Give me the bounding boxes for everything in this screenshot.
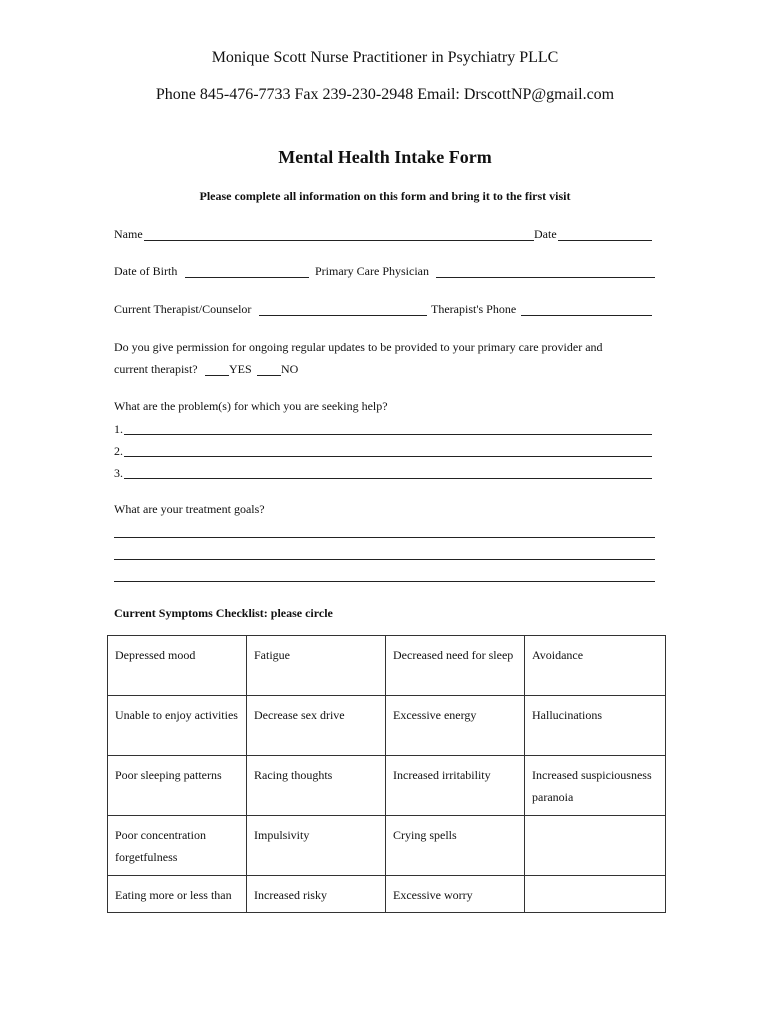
goals-field-1[interactable] [114,537,655,538]
goals-field-2[interactable] [114,559,655,560]
symptom-cell[interactable]: Increased risky [247,876,386,913]
symptom-cell[interactable]: Depressed mood [108,636,247,696]
symptom-cell[interactable]: Excessive worry [386,876,525,913]
problem-number-1: 1. [114,422,123,436]
permission-prompt: current therapist? [114,362,198,376]
therapist-phone-field[interactable] [521,315,652,316]
date-label: Date [534,227,557,241]
dob-field[interactable] [185,277,309,278]
yes-blank[interactable] [205,375,229,376]
permission-question: Do you give permission for ongoing regular updates to be provided to your primary care provider and [114,340,603,354]
name-field[interactable] [144,240,534,241]
problem-field-3[interactable] [124,478,652,479]
therapist-field[interactable] [259,315,427,316]
goals-field-3[interactable] [114,581,655,582]
form-title: Mental Health Intake Form [278,147,492,167]
symptom-cell[interactable]: Excessive energy [386,696,525,756]
symptom-cell[interactable]: Increased suspiciousness paranoia [525,756,666,816]
symptom-cell[interactable]: Decrease sex drive [247,696,386,756]
problem-number-3: 3. [114,466,123,480]
therapist-phone-label: Therapist's Phone [431,302,517,316]
name-label: Name [114,227,143,241]
symptoms-table [107,635,666,913]
yes-option: YES [229,362,252,376]
symptom-cell[interactable]: Avoidance [525,636,666,696]
therapist-label: Current Therapist/Counselor [114,302,252,316]
contact-info: Phone 845-476-7733 Fax 239-230-2948 Email: DrscottNP@gmail.com [155,86,615,103]
symptom-cell-empty [525,876,666,913]
problem-field-1[interactable] [124,434,652,435]
no-blank[interactable] [257,375,281,376]
symptom-cell[interactable]: Impulsivity [247,816,386,876]
dob-label: Date of Birth [114,264,178,278]
table-row [108,816,666,876]
problem-field-2[interactable] [124,456,652,457]
goals-question: What are your treatment goals? [114,502,265,516]
symptom-cell[interactable]: Crying spells [386,816,525,876]
symptom-cell[interactable]: Hallucinations [525,696,666,756]
problem-number-2: 2. [114,444,123,458]
pcp-field[interactable] [436,277,655,278]
symptom-cell[interactable]: Poor concentration forgetfulness [108,816,247,876]
symptom-cell-empty [525,816,666,876]
no-option: NO [281,362,299,376]
pcp-label: Primary Care Physician [315,264,429,278]
table-row [108,876,666,913]
symptom-cell[interactable]: Decreased need for sleep [386,636,525,696]
table-row [108,756,666,816]
form-instruction: Please complete all information on this form and bring it to the first visit [199,189,571,203]
symptom-cell[interactable]: Unable to enjoy activities [108,696,247,756]
table-row [108,696,666,756]
practice-name: Monique Scott Nurse Practitioner in Psychiatry PLLC [211,49,559,66]
symptom-cell[interactable]: Racing thoughts [247,756,386,816]
symptom-cell[interactable]: Poor sleeping patterns [108,756,247,816]
date-field[interactable] [558,240,652,241]
symptom-cell[interactable]: Eating more or less than [108,876,247,913]
permission-line2 [114,362,198,377]
table-row [108,636,666,696]
symptom-cell[interactable]: Fatigue [247,636,386,696]
symptoms-heading: Current Symptoms Checklist: please circle [114,606,333,620]
problems-question: What are the problem(s) for which you are seeking help? [114,399,388,413]
symptom-cell[interactable]: Increased irritability [386,756,525,816]
